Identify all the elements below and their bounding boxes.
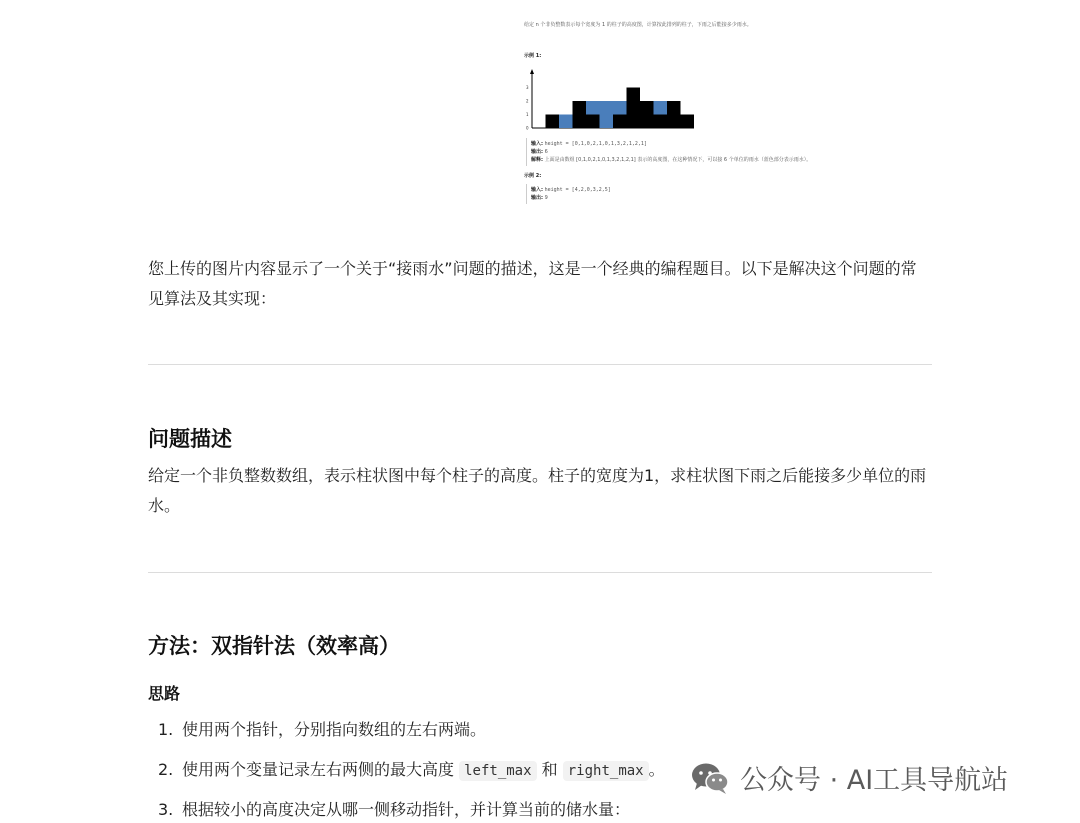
divider — [148, 572, 932, 573]
example1-explanation — [531, 158, 811, 163]
output-label: 输出: — [531, 149, 543, 155]
list-text-mid: 和 — [541, 760, 558, 779]
list-text: 使用两个变量记录左右两侧的最大高度 — [182, 760, 455, 779]
output-value: 6 — [544, 149, 548, 155]
input-value: height = [4,2,0,3,2,5] — [544, 187, 611, 193]
watermark-text: 公众号 · AI工具导航站 — [740, 765, 1009, 796]
example1-output — [531, 150, 548, 155]
section-heading-method: 方法：双指针法（效率高） — [148, 634, 400, 658]
bar-3 — [573, 101, 587, 128]
list-text: 根据较小的高度决定从哪一侧移动指针，并计算当前的储水量： — [182, 800, 631, 819]
output-value: 9 — [544, 195, 548, 201]
code-left-max: left_max — [459, 761, 536, 781]
bar-6 — [613, 115, 627, 129]
input-label: 输入: — [531, 141, 543, 147]
input-value: height = [0,1,0,2,1,0,1,3,2,1,2,1] — [544, 141, 647, 147]
bar-7 — [627, 88, 641, 129]
y-tick-label: 1 — [526, 112, 529, 117]
watermark — [690, 758, 1008, 797]
bar-4 — [586, 115, 600, 129]
y-tick-label: 3 — [526, 85, 529, 90]
list-number: 1. — [158, 720, 174, 739]
list-number: 2. — [158, 760, 174, 779]
explain-label: 解释: — [531, 157, 543, 163]
wechat-icon — [690, 761, 730, 795]
intro-paragraph: 您上传的图片内容显示了一个关于“接雨水”问题的描述，这是一个经典的编程题目。以下是解决这个问题的常见算法及其实现： — [148, 259, 917, 308]
y-tick-label: 0 — [526, 125, 529, 131]
problem-description: 给定一个非负整数数组，表示柱状图中每个柱子的高度。柱子的宽度为1，求柱状图下雨之后能接多少单位的雨水。 — [148, 466, 927, 515]
example1-quote-bar — [526, 138, 527, 166]
example1-input — [531, 142, 647, 147]
subheading-approach: 思路 — [148, 684, 181, 703]
water-9 — [654, 101, 668, 115]
list-item — [158, 717, 486, 740]
embedded-intro-text: 给定 n 个非负整数表示每个宽度为 1 的柱子的高度图，计算按此排列的柱子，下雨之后能接多少雨水。 — [524, 22, 752, 28]
bar-10 — [667, 101, 681, 128]
example2-output — [531, 196, 548, 201]
list-number: 3. — [158, 800, 174, 819]
rain-chart — [522, 66, 702, 132]
bar-8 — [640, 101, 654, 128]
list-text-end: 。 — [648, 760, 665, 779]
y-tick-label: 2 — [526, 98, 529, 104]
input-label: 输入: — [531, 187, 543, 193]
water-2 — [559, 115, 573, 129]
list-item — [158, 757, 665, 780]
example2-title: 示例 2: — [524, 173, 542, 179]
bar-1 — [546, 115, 560, 129]
list-text: 使用两个指针，分别指向数组的左右两端。 — [182, 720, 487, 739]
bar-11 — [681, 115, 695, 129]
bar-9 — [654, 115, 668, 129]
water-4 — [586, 101, 600, 115]
water-5 — [600, 101, 614, 128]
divider — [148, 364, 932, 365]
example1-title: 示例 1: — [524, 53, 542, 59]
explain-value: 上面是由数组 [0,1,0,2,1,0,1,3,2,1,2,1] 表示的高度图，在这种情况下，可以接 6 个单位的雨水（蓝色部分表示雨水）。 — [544, 157, 812, 163]
list-item — [158, 797, 630, 820]
y-axis-arrow — [530, 69, 534, 74]
example2-quote-bar — [526, 184, 527, 204]
water-6 — [613, 101, 627, 115]
example2-input — [531, 188, 611, 193]
code-right-max: right_max — [563, 761, 649, 781]
output-label: 输出: — [531, 195, 543, 201]
section-heading-problem: 问题描述 — [148, 427, 232, 451]
